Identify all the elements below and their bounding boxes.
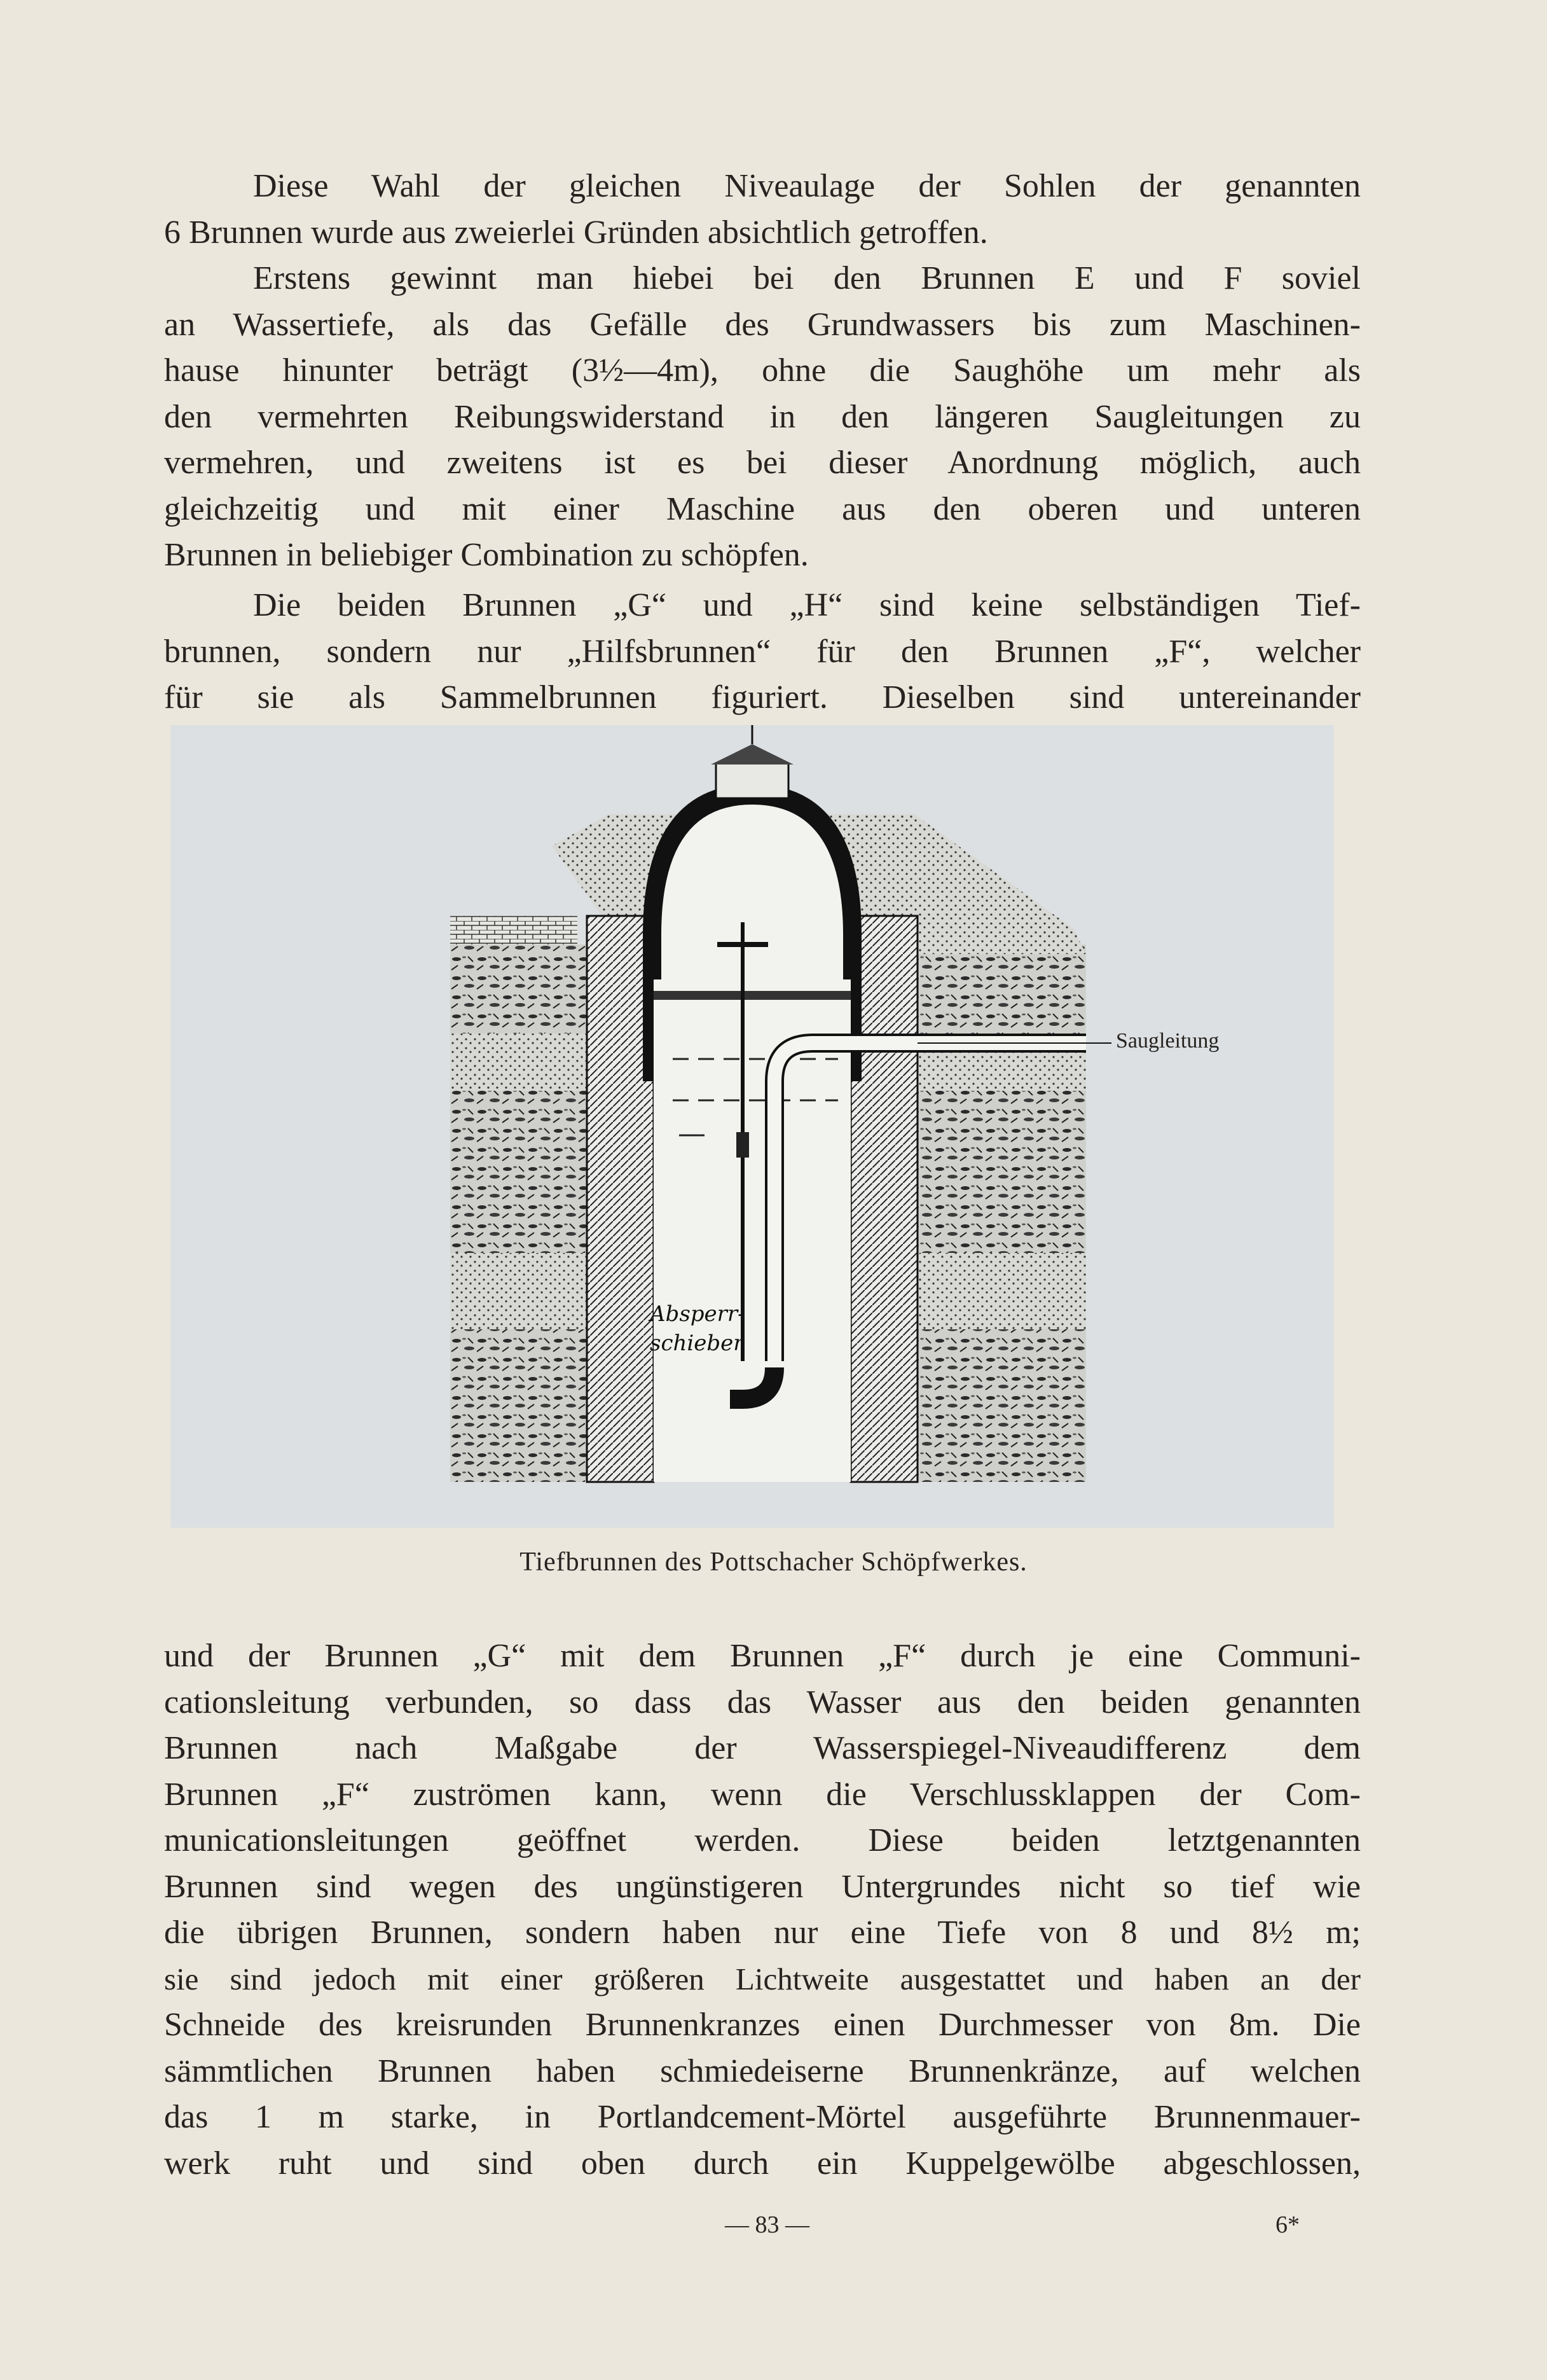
text-line: vermehren, und zweitens ist es bei dieser Anordnung möglich, auch <box>164 445 1361 481</box>
text-line: cationsleitung verbunden, so dass das Wasser aus den beiden genannten <box>164 1684 1361 1720</box>
text-line: Brunnen sind wegen des ungünstigeren Untergrundes nicht so tief wie <box>164 1868 1361 1905</box>
text-line: den vermehrten Reibungswiderstand in den längeren Saugleitungen zu <box>164 398 1361 435</box>
sheet-signature: 6* <box>1275 2211 1300 2238</box>
platform <box>654 991 851 1000</box>
text-line: und der Brunnen „G“ mit dem Brunnen „F“ durch je eine Communi- <box>164 1638 1361 1674</box>
valve-coupling <box>736 1132 749 1158</box>
paragraph-2 <box>164 256 1361 579</box>
text-line: hause hinunter beträgt (3½—4m), ohne die Saughöhe um mehr als <box>164 352 1361 389</box>
text-line: 6 Brunnen wurde aus zweierlei Gründen absichtlich getroffen. <box>164 214 988 251</box>
text-line: das 1 m starke, in Portlandcement-Mörtel ausgeführte Brunnenmauer- <box>164 2099 1361 2135</box>
figure-caption: Tiefbrunnen des Pottschacher Schöpfwerkes. <box>519 1547 1028 1577</box>
text-line: für sie als Sammelbrunnen figuriert. Dieselben sind untereinander <box>164 679 1361 716</box>
text-line: Schneide des kreisrunden Brunnenkranzes einen Durchmesser von 8m. Die <box>164 2007 1361 2043</box>
dome-lantern <box>716 763 788 798</box>
text-line: Diese Wahl der gleichen Niveaulage der Sohlen der genannten <box>253 168 1361 204</box>
text-line: brunnen, sondern nur „Hilfsbrunnen“ für den Brunnen „F“, welcher <box>164 633 1361 670</box>
text-line: an Wassertiefe, als das Gefälle des Grundwassers bis zum Maschinen- <box>164 306 1361 343</box>
paragraph-4 <box>164 1633 1361 2187</box>
handwritten-label: Absperr- <box>650 1301 745 1327</box>
paragraph-1 <box>164 163 1361 256</box>
text-line: die übrigen Brunnen, sondern haben nur eine Tiefe von 8 und 8½ m; <box>164 1914 1361 1951</box>
well-cross-section-figure <box>170 725 1334 1528</box>
text-line: municationsleitungen geöffnet werden. Diese beiden letztgenannten <box>164 1822 1361 1858</box>
text-line: gleichzeitig und mit einer Maschine aus den oberen und unteren <box>164 490 1361 527</box>
text-line: Die beiden Brunnen „G“ und „H“ sind keine selbständigen Tief- <box>253 587 1361 623</box>
lantern-roof <box>711 744 794 765</box>
text-line: sie sind jedoch mit einer größeren Lichtweite ausgestattet und haben an der <box>164 1961 1361 1996</box>
brick-wall <box>450 916 577 944</box>
text-line: sämmtlichen Brunnen haben schmiedeiserne Brunnenkränze, auf welchen <box>164 2052 1361 2089</box>
text-line: Erstens gewinnt man hiebei bei den Brunnen E und F soviel <box>253 260 1361 296</box>
text-line: Brunnen in beliebiger Combination zu schöpfen. <box>164 537 809 573</box>
figure-label-saugleitung: Saugleitung <box>1116 1029 1220 1053</box>
well-diagram <box>170 725 1334 1528</box>
text-line: Brunnen nach Maßgabe der Wasserspiegel-Niveaudifferenz dem <box>164 1730 1361 1766</box>
text-line: werk ruht und sind oben durch ein Kuppelgewölbe abgeschlossen, <box>164 2145 1361 2182</box>
paragraph-3 <box>164 583 1361 721</box>
handwritten-label: schieber <box>650 1331 744 1356</box>
page-number: — 83 — <box>725 2211 809 2238</box>
text-line: Brunnen „F“ zuströmen kann, wenn die Verschlussklappen der Com- <box>164 1776 1361 1813</box>
